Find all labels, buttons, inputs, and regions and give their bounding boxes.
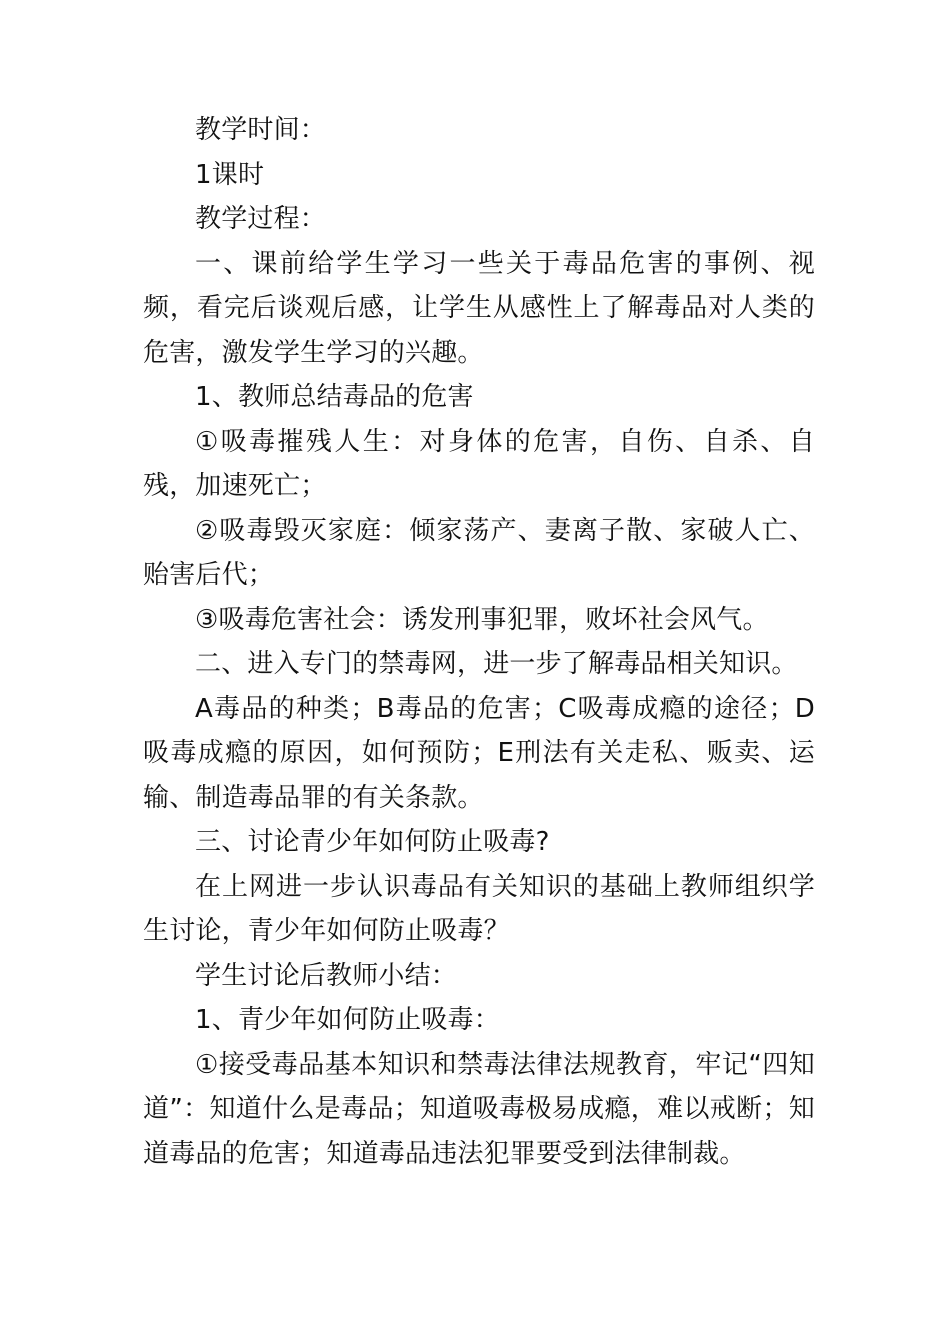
paragraph-teacher-summary-heading: 1、教师总结毒品的危害	[195, 382, 474, 412]
paragraph-teaching-time-label: 教学时间：	[195, 115, 327, 145]
document-body	[143, 108, 815, 1176]
paragraph-section-one: 一、课前给学生学习一些关于毒品危害的事例、视频，看完后谈观后感，让学生从感性上了解毒品对人类的危害，激发学生学习的兴趣。	[143, 248, 815, 368]
paragraph-four-knows: ①接受毒品基本知识和禁毒法律法规教育，牢记“四知道”：知道什么是毒品；知道吸毒极易成瘾，难以戒断；知道毒品的危害；知道毒品违法犯罪要受到法律制裁。	[143, 1049, 815, 1169]
paragraph-harm-to-life: ①吸毒摧残人生：对身体的危害，自伤、自杀、自残，加速死亡；	[143, 426, 815, 501]
paragraph-topic-list: A毒品的种类；B毒品的危害；C吸毒成瘾的途径；D吸毒成瘾的原因，如何预防；E刑法有关走私、贩卖、运输、制造毒品罪的有关条款。	[143, 693, 815, 813]
paragraph-discussion: 在上网进一步认识毒品有关知识的基础上教师组织学生讨论，青少年如何防止吸毒？	[143, 871, 815, 946]
paragraph-teaching-time-value: 1课时	[195, 159, 265, 190]
paragraph-harm-to-family: ②吸毒毁灭家庭：倾家荡产、妻离子散、家破人亡、贻害后代；	[143, 515, 815, 590]
paragraph-section-three: 三、讨论青少年如何防止吸毒?	[195, 827, 550, 857]
paragraph-harm-to-society: ③吸毒危害社会：诱发刑事犯罪，败坏社会风气。	[195, 604, 769, 635]
paragraph-student-summary-label: 学生讨论后教师小结：	[195, 960, 458, 991]
paragraph-teaching-process-label: 教学过程：	[195, 204, 327, 234]
paragraph-prevention-heading: 1、青少年如何防止吸毒：	[195, 1005, 500, 1035]
paragraph-section-two: 二、进入专门的禁毒网，进一步了解毒品相关知识。	[195, 649, 798, 679]
